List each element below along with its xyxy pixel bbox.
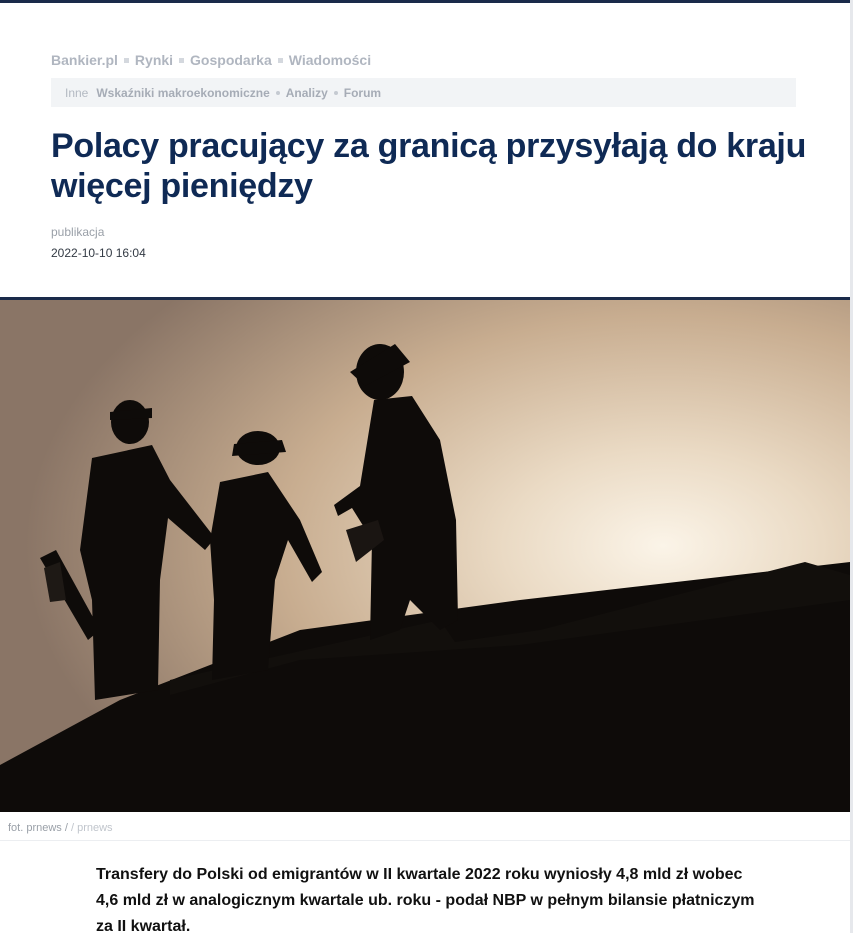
subnav-item-wskazniki[interactable]: Wskaźniki makroekonomiczne bbox=[96, 85, 270, 100]
article-title: Polacy pracujący za granicą przysyłają do kraju więcej pieniędzy bbox=[51, 127, 807, 205]
breadcrumb-item-rynki[interactable]: Rynki bbox=[134, 52, 174, 68]
publication-label: publikacja bbox=[51, 225, 105, 239]
subnav-item-forum[interactable]: Forum bbox=[343, 85, 382, 100]
subnav-item-analizy[interactable]: Analizy bbox=[285, 85, 328, 100]
section-subnav bbox=[51, 78, 796, 107]
breadcrumb-item-wiadomosci[interactable]: Wiadomości bbox=[288, 52, 372, 68]
breadcrumb-separator bbox=[179, 58, 184, 63]
photo-caption-source: / prnews bbox=[67, 822, 113, 834]
photo-caption-credit: fot. prnews / bbox=[8, 822, 68, 834]
subnav-item-inne[interactable]: Inne bbox=[65, 85, 89, 100]
subnav-separator bbox=[334, 91, 338, 95]
breadcrumb-item-bankier[interactable]: Bankier.pl bbox=[51, 52, 118, 68]
breadcrumb-item-gospodarka[interactable]: Gospodarka bbox=[190, 52, 272, 68]
article-photo bbox=[0, 300, 850, 812]
publication-date: 2022-10-10 16:04 bbox=[51, 246, 146, 260]
breadcrumb-separator bbox=[278, 58, 283, 63]
article-lead: Transfery do Polski od emigrantów w II kwartale 2022 roku wyniosły 4,8 mld zł wobec 4,6 mld zł w analogicznym kwartale ub. roku - podał NBP w pełnym bilansie płatniczym za II kwartał. bbox=[96, 866, 755, 933]
subnav-separator bbox=[276, 91, 280, 95]
top-accent-bar bbox=[0, 0, 850, 3]
photo-caption bbox=[8, 822, 113, 834]
caption-divider bbox=[0, 840, 850, 841]
breadcrumb bbox=[51, 50, 371, 70]
breadcrumb-separator bbox=[124, 58, 129, 63]
